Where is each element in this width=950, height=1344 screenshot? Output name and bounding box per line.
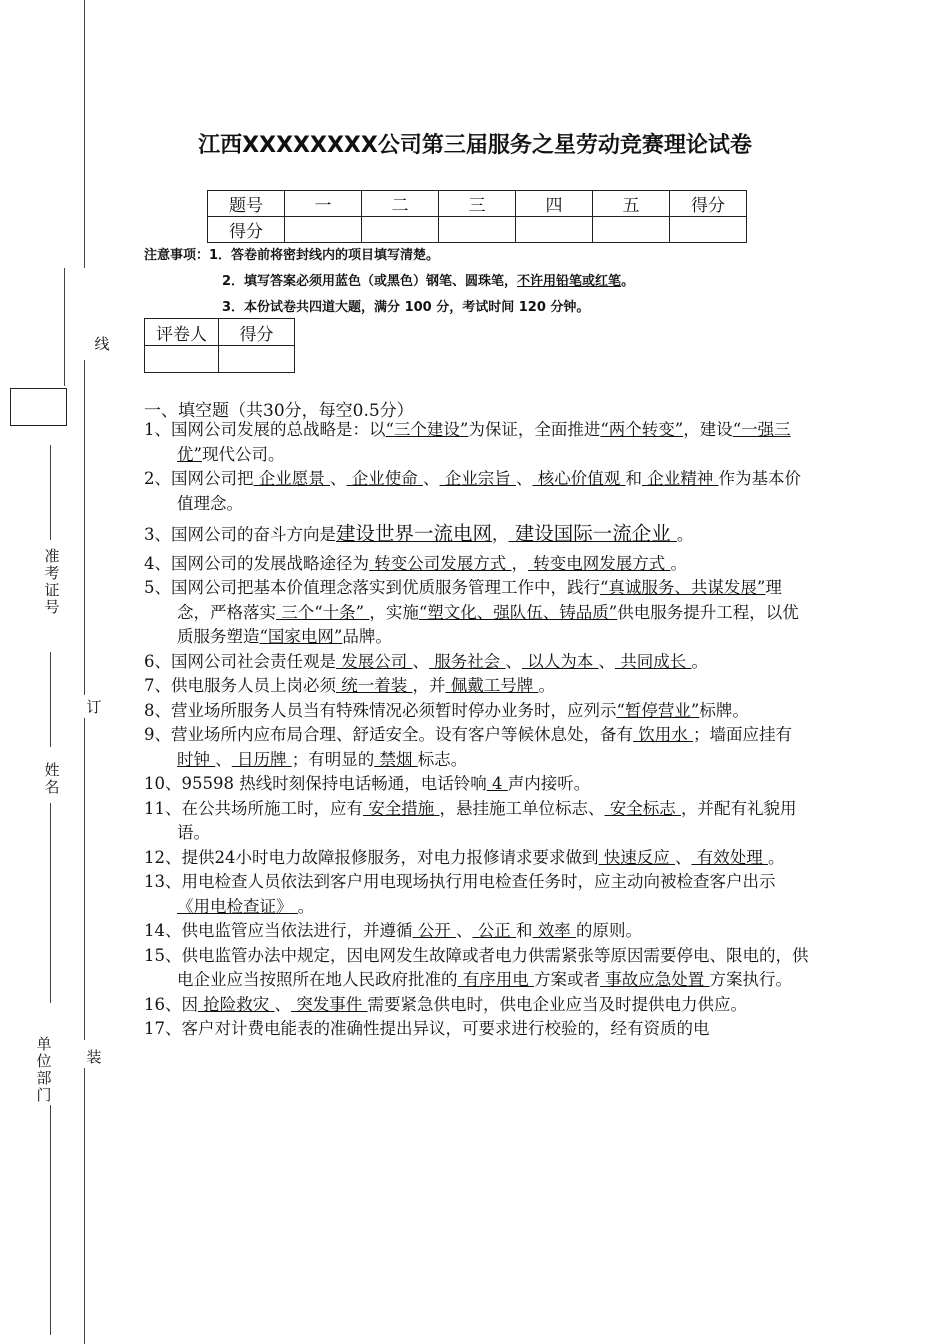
question-text: 3、国网公司的奋斗方向是 — [144, 525, 336, 544]
question-text: 现代公司。 — [201, 444, 285, 464]
question-text: 7、供电服务人员上岗必须 — [144, 676, 336, 695]
grader-reviewer-cell[interactable] — [145, 346, 219, 373]
score-cell-5[interactable] — [593, 217, 670, 243]
score-col-2: 二 — [362, 191, 439, 217]
question-text: 、 — [456, 921, 473, 940]
answer-blank: 饮用水 — [633, 725, 693, 744]
answer-blank: 核心价值观 — [532, 469, 626, 488]
answer-blank: 突发事件 — [291, 994, 368, 1014]
question-text: 。 — [297, 896, 315, 916]
note-line-2 — [144, 273, 794, 299]
answer-blank: 抢险救灾 — [198, 994, 275, 1014]
question-text: 。 — [670, 553, 687, 573]
note-2-end: 。 — [621, 274, 635, 289]
answer-blank: “一强三优” — [177, 420, 791, 464]
department-label: 单位部门 — [36, 1035, 52, 1104]
grader-score-cell[interactable] — [219, 346, 295, 373]
answer-blank: 佩戴工号牌 — [445, 676, 539, 695]
question-text: 11、在公共场所施工时，应有 — [144, 798, 363, 818]
section-title: 一、填空题（共30分，每空0.5分） — [144, 401, 414, 421]
answer-blank: “国家电网” — [259, 627, 343, 646]
grader-col-reviewer: 评卷人 — [145, 319, 219, 346]
question-text: 、 — [215, 749, 232, 769]
question-text: ，悬挂施工单位标志、 — [439, 798, 605, 818]
exam-title: 江西XXXXXXXX公司第三届服务之星劳动竞赛理论试卷 — [198, 133, 752, 158]
question-text: ；有明显的 — [291, 749, 375, 769]
question-text: 5、国网公司把基本价值理念落实到优质服务管理工作中，践行 — [144, 578, 600, 597]
question-11 — [144, 797, 812, 846]
binding-line-lower — [84, 718, 85, 1040]
answer-blank: 建设世界一流电网 — [336, 522, 493, 545]
score-cell-2[interactable] — [362, 217, 439, 243]
question-text: 理念，严格落实 — [177, 578, 782, 622]
question-text: ，实施 — [369, 602, 419, 622]
question-list — [144, 418, 812, 1042]
note-2-underlined: 不许用铅笔或红笔 — [517, 274, 622, 289]
binding-line-middle — [84, 360, 85, 695]
answer-blank: 日历牌 — [231, 749, 292, 769]
grader-table — [144, 318, 295, 373]
answer-blank: 服务社会 — [429, 651, 506, 671]
answer-blank: 安全标志 — [604, 798, 681, 818]
note-line-1 — [144, 247, 794, 273]
question-text: 15、供电监管办法中规定，因电网发生故障或者电力供需紧张等原因需要停电、限电的，供电企业应当按照所在地人民政府批准的 — [144, 945, 809, 989]
question-text: 。 — [768, 847, 785, 867]
question-text: 和 — [625, 469, 642, 488]
question-text: 、 — [412, 651, 429, 671]
score-table-row — [208, 217, 747, 243]
question-text: 13、用电检查人员依法到客户用电现场执行用电检查任务时，应主动向被检查客户出示 — [144, 872, 776, 891]
exam-id-label: 准考证号 — [44, 547, 60, 616]
question-text: 、 — [675, 847, 692, 867]
answer-blank: 企业愿景 — [253, 469, 330, 488]
grader-row — [145, 346, 295, 373]
question-text: 需要紧急供电时，供电企业应当及时提供电力供应。 — [367, 994, 747, 1014]
question-text: 的原则。 — [576, 921, 642, 940]
score-row-label: 得分 — [208, 217, 285, 243]
question-10 — [144, 772, 812, 797]
score-table — [207, 190, 747, 243]
score-col-total: 得分 — [670, 191, 747, 217]
name-label: 姓名 — [44, 761, 60, 796]
question-text: ，建设 — [683, 420, 733, 439]
exam-id-line-1 — [64, 268, 65, 386]
question-text: 方案执行。 — [709, 970, 792, 989]
question-12 — [144, 846, 812, 871]
grader-header — [145, 319, 295, 346]
question-text: ，并 — [412, 676, 446, 695]
question-text: 4、国网公司的发展战略途径为 — [144, 553, 369, 573]
question-3 — [144, 522, 812, 548]
question-2 — [144, 467, 812, 516]
answer-blank: 有序用电 — [457, 970, 534, 989]
question-13 — [144, 870, 812, 919]
question-text: 、 — [598, 651, 615, 671]
question-text: 。 — [676, 525, 694, 544]
note-1: 1．答卷前将密封线内的项目填写清楚。 — [209, 248, 440, 263]
answer-blank: 企业精神 — [642, 469, 719, 488]
answer-blank: 以人为本 — [522, 651, 599, 671]
score-col-4: 四 — [516, 191, 593, 217]
question-6 — [144, 650, 812, 675]
answer-blank: 效率 — [532, 921, 576, 940]
question-text: 16、因 — [144, 994, 198, 1014]
question-text: 方案或者 — [534, 970, 600, 989]
answer-blank: 统一着装 — [336, 676, 413, 695]
answer-blank: “塑文化、强队伍、铸品质” — [418, 602, 618, 622]
score-col-5: 五 — [593, 191, 670, 217]
exam-id-line-2 — [50, 445, 51, 540]
binding-line-bottom — [84, 1068, 85, 1344]
score-col-1: 一 — [285, 191, 362, 217]
question-7 — [144, 674, 812, 699]
question-4 — [144, 552, 812, 577]
score-table-header — [208, 191, 747, 217]
question-text: 、 — [516, 469, 533, 488]
note-3: 3．本份试卷共四道大题，满分 100 分，考试时间 120 分钟。 — [222, 300, 590, 315]
note-2-text: 2．填写答案必须用蓝色（或黑色）钢笔、圆珠笔， — [222, 274, 518, 289]
question-text: 10、95598 热线时刻保持电话畅通，电话铃响 — [144, 774, 487, 793]
binding-mark-line: 线 — [94, 335, 110, 353]
answer-blank: 禁烟 — [374, 749, 418, 769]
name-line-1 — [50, 652, 51, 747]
answer-blank: 发展公司 — [336, 651, 413, 671]
answer-blank: “两个转变” — [600, 420, 684, 439]
answer-blank: 时钟 — [177, 749, 216, 769]
question-text: 12、提供24小时电力故障报修服务，对电力报修请求要求做到 — [144, 847, 599, 867]
score-cell-4[interactable] — [516, 217, 593, 243]
grader-col-score: 得分 — [219, 319, 295, 346]
question-text: 6、国网公司社会责任观是 — [144, 651, 336, 671]
question-text: 14、供电监管应当依法进行，并遵循 — [144, 921, 413, 940]
question-16 — [144, 993, 812, 1018]
answer-blank: 快速反应 — [598, 847, 675, 867]
question-17 — [144, 1017, 812, 1042]
question-text: 标牌。 — [699, 700, 749, 720]
question-text: 、 — [274, 994, 291, 1014]
question-text: 、 — [423, 469, 440, 488]
question-9 — [144, 723, 812, 772]
answer-blank: 转变电网发展方式 — [528, 553, 671, 573]
answer-blank: 共同成长 — [615, 651, 692, 671]
answer-blank: “真诚服务、共谋发展” — [600, 578, 766, 597]
notes-label: 注意事项： — [144, 248, 210, 263]
score-col-3: 三 — [439, 191, 516, 217]
answer-blank: 公开 — [412, 921, 456, 940]
question-text: ；墙面应挂有 — [693, 725, 792, 744]
answer-blank: 安全措施 — [363, 798, 440, 818]
question-text: 8、营业场所服务人员当有特殊情况必须暂时停办业务时，应列示 — [144, 700, 617, 720]
question-text: ， — [492, 525, 509, 544]
question-text: ，并配有礼貌用语。 — [177, 798, 797, 842]
question-text: 17、客户对计费电能表的准确性提出异议，可要求进行校验的，经有资质的电 — [144, 1019, 710, 1038]
answer-blank: 企业使命 — [346, 469, 423, 488]
answer-blank: 三个“十条” — [276, 602, 370, 622]
question-text: 、 — [330, 469, 347, 488]
question-text: 为保证，全面推进 — [468, 420, 601, 439]
binding-mark-install: 装 — [86, 1048, 102, 1066]
score-cell-1[interactable] — [285, 217, 362, 243]
answer-blank: 企业宗旨 — [439, 469, 516, 488]
question-text: 和 — [516, 921, 533, 940]
name-line-2 — [50, 803, 51, 1003]
question-1 — [144, 418, 812, 467]
answer-blank: 建设国际一流企业 — [508, 522, 677, 545]
score-cell-total[interactable] — [670, 217, 747, 243]
binding-mark-order: 订 — [86, 698, 102, 716]
question-text: 。 — [538, 676, 555, 695]
answer-blank: 公正 — [472, 921, 516, 940]
question-15 — [144, 944, 812, 993]
question-text: 作为基本价值理念。 — [177, 469, 801, 513]
question-text: 标志。 — [417, 749, 468, 769]
score-col-label: 题号 — [208, 191, 285, 217]
seal-box — [10, 388, 67, 426]
question-5 — [144, 576, 812, 650]
question-text: 2、国网公司把 — [144, 469, 254, 488]
question-text: ， — [511, 553, 528, 573]
dept-line — [50, 1105, 51, 1335]
question-text: 品牌。 — [342, 627, 392, 646]
answer-blank: “三个建设” — [385, 420, 469, 439]
answer-blank: 《用电检查证》 — [177, 896, 298, 916]
question-8 — [144, 699, 812, 724]
score-cell-3[interactable] — [439, 217, 516, 243]
question-text: 声内接听。 — [507, 774, 591, 793]
question-text: 1、国网公司发展的总战略是：以 — [144, 420, 386, 439]
question-text: 。 — [691, 651, 708, 671]
answer-blank: 事故应急处置 — [600, 970, 710, 989]
answer-blank: 有效处理 — [691, 847, 768, 867]
exam-notes — [144, 247, 794, 325]
question-text: 、 — [505, 651, 522, 671]
question-14 — [144, 919, 812, 944]
question-text: 9、营业场所内应布局合理、舒适安全。设有客户等候休息处，备有 — [144, 725, 633, 744]
question-text: 供电服务提升工程，以优质服务塑造 — [177, 602, 799, 646]
answer-blank: “暂停营业” — [616, 700, 700, 720]
answer-blank: 转变公司发展方式 — [369, 553, 512, 573]
answer-blank: 4 — [486, 774, 508, 793]
